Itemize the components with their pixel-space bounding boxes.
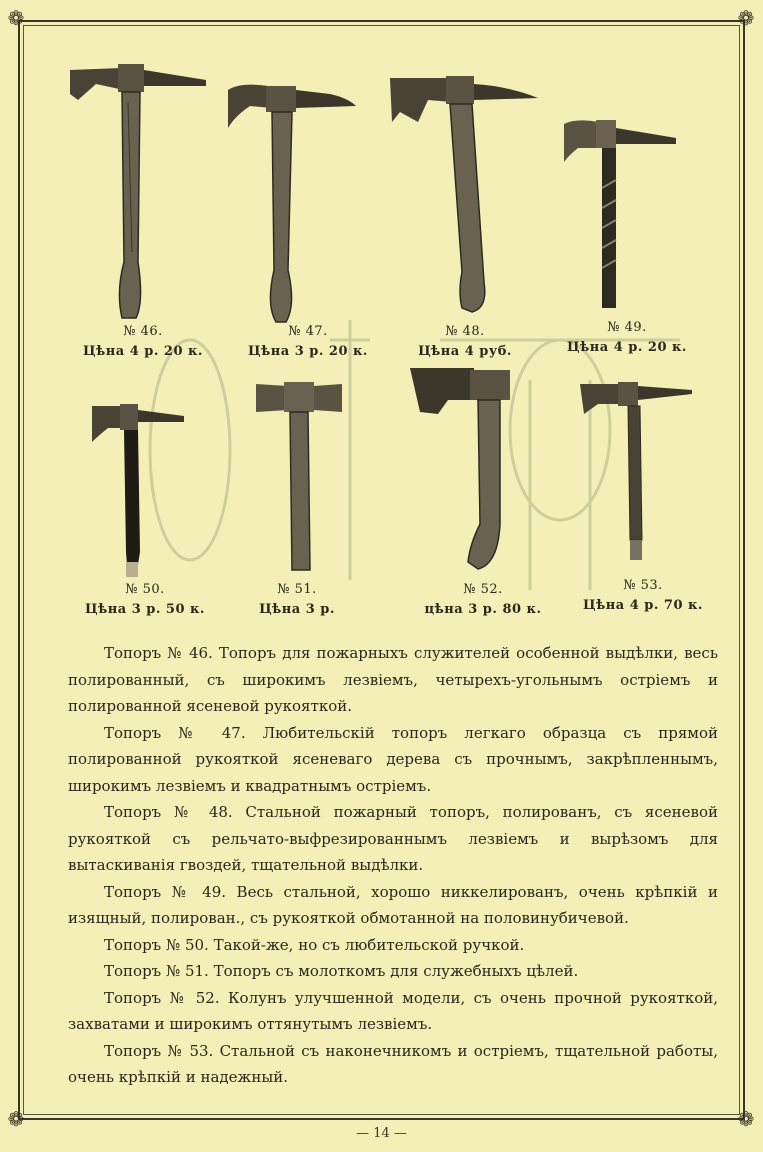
- item-number: № 51.: [277, 582, 317, 597]
- item-price: Цѣна 3 р. 50 к.: [85, 602, 205, 617]
- description-paragraph: Топоръ № 51. Топоръ съ молоткомъ для служебныхъ цѣлей.: [104, 962, 579, 980]
- page-number: — 14 —: [356, 1126, 407, 1141]
- item-47-caption: [233, 322, 383, 362]
- axe-47-illustration: [220, 80, 360, 325]
- description-paragraph: Топоръ № 46. Топоръ для пожарныхъ служителей особенной выдѣлки, весь полированный, съ широкимъ лезвіемъ, четырехъ-угольнымъ остріемъ и полированной ясеневой рукояткой.: [68, 644, 718, 715]
- description-paragraph: Топоръ № 49. Весь стальной, хорошо никкелированъ, очень крѣпкій и изящный, полирован., съ рукояткой обмотанной на половинубичевой.: [68, 882, 718, 927]
- axe-46-illustration: [66, 62, 211, 322]
- item-number: № 48.: [445, 324, 485, 339]
- corner-ornament-bottom-left: ❁: [7, 1107, 25, 1131]
- description-paragraph: Топоръ № 48. Стальной пожарный топоръ, полированъ, съ ясеневой рукояткой съ рельчато-выфрезированнымъ лезвіемъ и вырѣзомъ для вытаскиванія гвоздей, тщательной выдѣлки.: [68, 803, 718, 874]
- item-number: № 53.: [623, 578, 663, 593]
- description-paragraph: Топоръ № 53. Стальной съ наконечникомъ и остріемъ, тщательной работы, очень крѣпкій и надежный.: [68, 1041, 718, 1086]
- item-52-caption: [408, 580, 558, 620]
- item-price: цѣна 3 р. 80 к.: [424, 602, 542, 617]
- item-49-caption: [547, 318, 707, 358]
- axe-49-illustration: [560, 118, 680, 313]
- description-paragraph: Топоръ № 50. Такой-же, но съ любительской ручкой.: [104, 935, 525, 954]
- item-price: Цѣна 3 р.: [259, 602, 335, 617]
- item-46-caption: [68, 322, 218, 362]
- description-paragraph: Топоръ № 47. Любительскій топоръ легкаго образца съ прямой полированной рукояткой ясеневаго дерева съ прочнымъ, закрѣпленнымъ, широкимъ лезвіемъ и квадратнымъ остріемъ.: [68, 723, 718, 795]
- axe-53-illustration: [576, 380, 696, 565]
- descriptions-text: [68, 640, 718, 1091]
- corner-ornament-bottom-right: ❁: [737, 1107, 755, 1131]
- item-price: Цѣна 3 р. 20 к.: [248, 344, 368, 359]
- item-51-caption: [222, 580, 372, 620]
- item-price: Цѣна 4 р. 20 к.: [83, 344, 203, 359]
- item-number: № 50.: [125, 582, 165, 597]
- axe-52-illustration: [408, 364, 520, 574]
- item-number: № 47.: [288, 324, 328, 339]
- description-paragraph: Топоръ № 52. Колунъ улучшенной модели, съ очень прочной рукояткой, захватами и широкимъ оттянутымъ лезвіемъ.: [68, 988, 718, 1033]
- item-price: Цѣна 4 р. 20 к.: [567, 340, 687, 355]
- axe-48-illustration: [388, 72, 546, 317]
- axe-51-illustration: [252, 380, 347, 575]
- corner-ornament-top-left: ❁: [7, 6, 25, 30]
- item-48-caption: [390, 322, 540, 362]
- item-number: № 52.: [463, 582, 503, 597]
- item-53-caption: [568, 576, 718, 616]
- axe-50-illustration: [88, 402, 188, 582]
- item-price: Цѣна 4 руб.: [418, 344, 512, 359]
- item-number: № 49.: [607, 320, 647, 335]
- corner-ornament-top-right: ❁: [737, 6, 755, 30]
- item-number: № 46.: [123, 324, 163, 339]
- item-price: Цѣна 4 р. 70 к.: [583, 598, 703, 613]
- item-50-caption: [70, 580, 220, 620]
